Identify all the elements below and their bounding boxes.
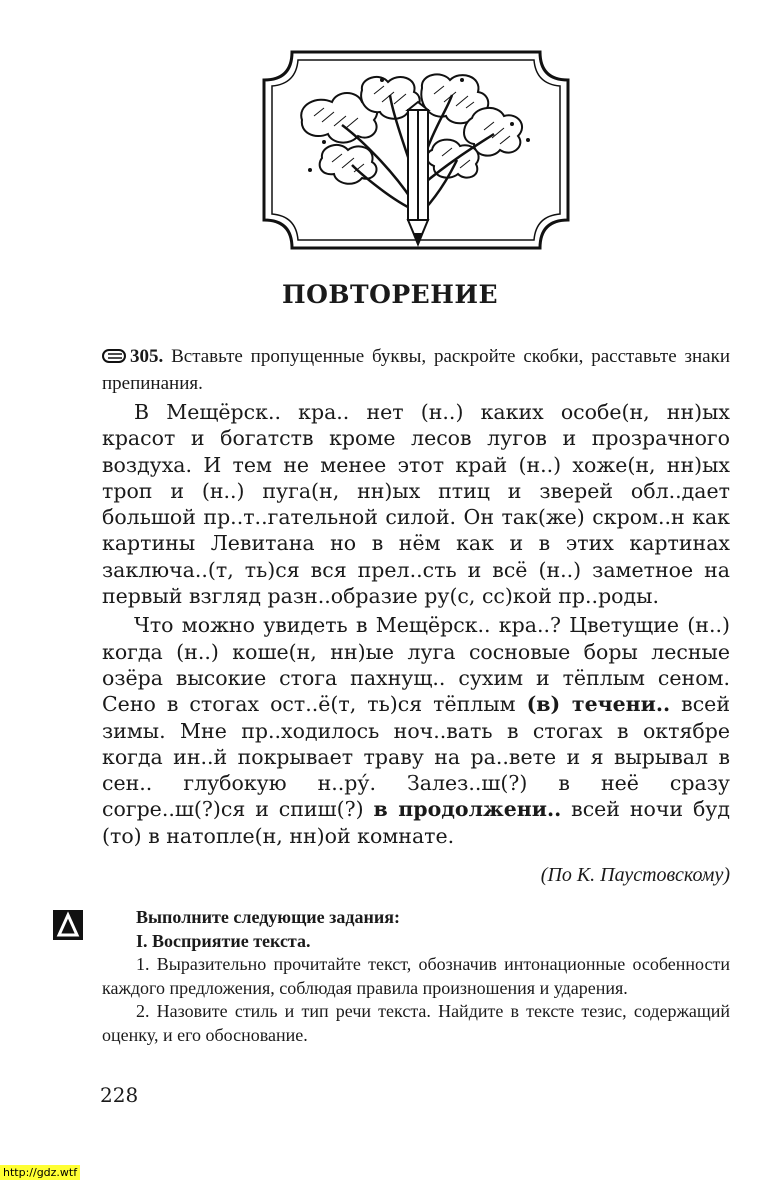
analysis-task-icon: [53, 910, 83, 940]
exercise-text: [102, 399, 730, 849]
paragraph-2-part-2: всей зимы. Мне пр..ходилось ноч..вать в стогах в октябре когда ин..й покрывает траву на ра..вете и я вырывал в сен.. глубокую н..ру́. Залез..ш(?) в неё сразу согре..ш(?)ся и спиш(?): [102, 692, 730, 822]
text-paragraph-1: В Мещёрск.. кра.. нет (н..) каких особе(н, нн)ых красот и богатств кроме лесов лугов и прозрачного воздуха. И тем не менее этот край (н..) хоже(н, нн)ых троп и (н..) пуга(н, нн)ых птиц и зверей обл..дает большой пр..т..гательной силой. Он так(же) скром..н как картины Левитана но в нём как и в этих картинах заключа..(т, ть)ся вся прел..сть и всё (н..) заметное на первый взгляд разн..образие ру(с, сс)кой пр..роды.: [102, 400, 730, 609]
tasks-section-title: I. Восприятие текста.: [136, 930, 311, 951]
paragraph-2-part-1: Что можно увидеть в Мещёрск.. кра..? Цветущие (н..) когда (н..) коше(н, нн)ые луга сосновые боры лесные озёра высокие стога пахнущ.. сухим и тёплым сеном. Сено в стогах ост..ё(т, ть)ся тёплым: [102, 613, 730, 717]
watermark-link[interactable]: http://gdz.wtf: [0, 1165, 80, 1180]
text-attribution: (По К. Паустовскому): [540, 864, 730, 886]
page-heading: ПОВТОРЕНИЕ: [281, 280, 499, 309]
tasks-intro: Выполните следующие задания:: [136, 907, 400, 927]
exercise-number: 305.: [130, 346, 164, 367]
paragraph-2-bold-1: (в) течени..: [526, 692, 671, 717]
tree-pencil-emblem: [262, 50, 570, 250]
writing-icon: [102, 344, 126, 358]
paragraph-2-bold-2: в продолжени..: [373, 797, 562, 822]
exercise-instruction-text: Вставьте пропущенные буквы, раскройте скобки, расставьте знаки препинания.: [102, 346, 730, 394]
text-paragraph-2: [102, 612, 730, 849]
exercise-instruction: [102, 343, 730, 397]
page-number: 228: [100, 1083, 139, 1107]
paragraph-2-part-3: всей ночи буд (то) в натопле(н, нн)ой комнате.: [102, 797, 730, 848]
tasks-section: [102, 906, 730, 1047]
task-item: 2. Назовите стиль и тип речи текста. Найдите в тексте тезис, содержащий оценку, и его обоснование.: [102, 1001, 730, 1045]
task-item: 1. Выразительно прочитайте текст, обозначив интонационные особенности каждого предложения, соблюдая правила произношения и ударения.: [102, 954, 730, 998]
